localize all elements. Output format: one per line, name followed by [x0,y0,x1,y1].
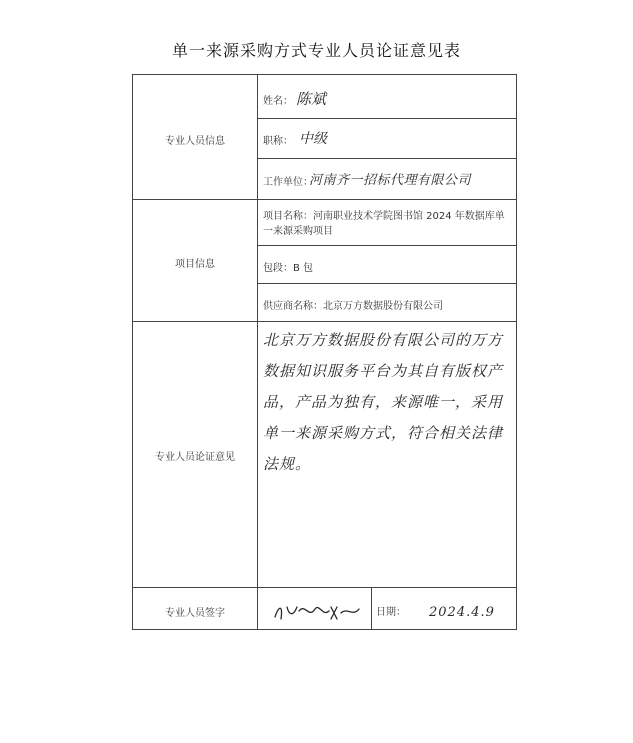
row-divider [257,118,517,119]
page-title: 单一来源采购方式专业人员论证意见表 [171,41,461,60]
signature-label: 专业人员签字 [165,608,225,619]
row-divider [257,245,517,246]
date-label: 日期： [376,607,406,618]
employer-label: 工作单位： [263,177,313,188]
signature-handwritten-mark [267,601,363,623]
employer-handwritten: 河南齐一招标代理有限公司 [309,173,472,188]
project-name [263,209,513,239]
opinion-handwritten: 北京万方数据股份有限公司的万方数据知识服务平台为其自有版权产品，产品为独有，来源唯一，采用单一来源采购方式，符合相关法律法规。 [263,331,504,473]
name-handwritten: 陈斌 [296,90,327,108]
name-label: 姓名： [263,96,293,107]
project-name-label: 项目名称： [263,211,313,222]
opinion-label: 专业人员论证意见 [155,452,235,463]
expert-info-label: 专业人员信息 [165,136,225,147]
date-divider [371,587,372,630]
package [263,259,313,274]
row-divider [133,321,517,322]
supplier [263,297,443,312]
row-divider [257,158,517,159]
package-label: 包段： [263,263,293,274]
date-handwritten: 2024.4.9 [429,605,495,620]
package-value: B 包 [293,263,314,274]
project-name-value: 河南职业技术学院图书馆 2024 年数据库单一来源采购项目 [263,211,505,237]
supplier-label: 供应商名称： [263,301,323,312]
job-title-handwritten: 中级 [299,131,327,147]
row-divider [133,587,517,588]
row-divider [133,199,517,200]
project-info-label: 项目信息 [175,259,215,270]
opinion-form-table [132,74,517,630]
supplier-value: 北京万方数据股份有限公司 [323,301,443,312]
job-title-label: 职称： [263,136,293,147]
row-divider [257,283,517,284]
